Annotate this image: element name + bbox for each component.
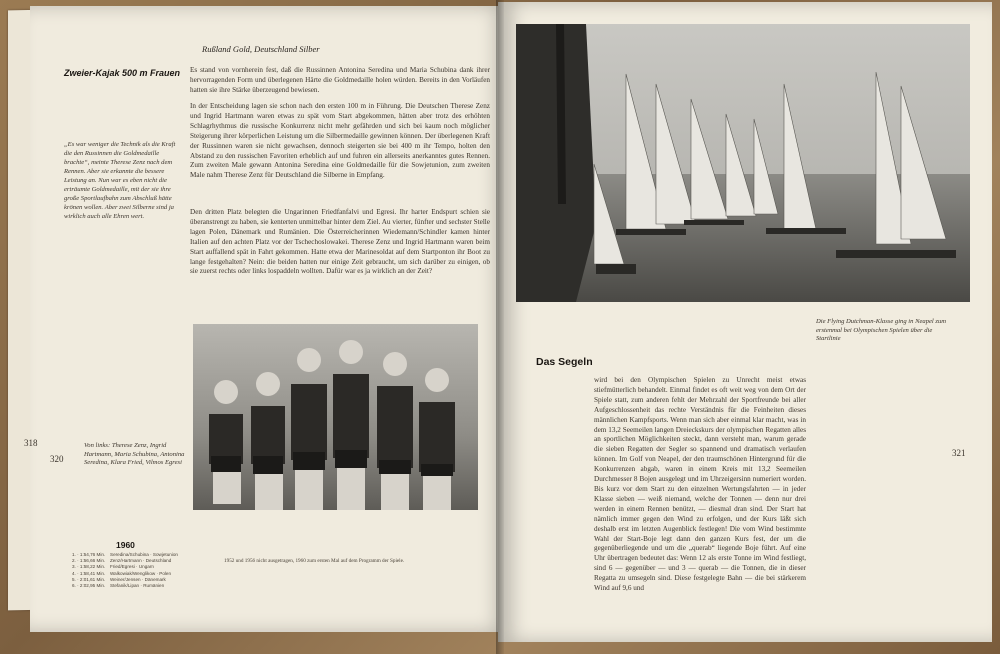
left-page	[24, 6, 508, 632]
photo-caption: Von links: Therese Zenz, Ingrid Hartmann, Maria Schubina, Antonina Seredina, Klara Fried, Vilmos Egresi	[84, 442, 185, 467]
results-row: 2. · 1:56,66 Min. Zenz/Hartmann · Deutschland	[72, 558, 172, 564]
results-row: 3. · 1:58,22 Min. Fried/Egresi · Ungarn	[72, 564, 154, 570]
page-number: 320	[50, 454, 64, 464]
results-row: 1. · 1:54,76 Min. Seredina/Schubina · Sowjetunion	[72, 552, 178, 557]
book-gutter	[496, 0, 504, 654]
results-table	[72, 552, 192, 589]
results-row: 4. · 1:58,41 Min. Walkowiak/Wenglikow · Polen	[72, 570, 172, 576]
section-paragraph: wird bei den Olympischen Spielen zu Unrecht meist etwas stiefmütterlich behandelt. Einmal findet es oft weit weg von dem Ort der Spiele statt, zum anderen fehlt der Mehrzahl der Sportfreunde bei aller Aufgeschlossenheit das rechte Verständnis für die Feinheiten dieses männlichen Kampfsports. Wenn man sich aber einmal klar macht, was in dem 13,2 Seemeilen langen Dreieckskurs der olympischen Regatten alles an sportlichen Möglichkeiten steckt, dann versteht man, warum gerade die sieben Regatten der Segler so spannend und dramatisch verlaufen können. Im Golf von Neapel, der den traumschönen Hintergrund für die Konkurrenzen abgab, waren in einem Kreis mit 13,2 Seemeilen Durchmesser 8 Bojen ausgelegt und im Uhrzeigersinn numeriert worden. Bis kurz vor dem Start zu den einzelnen Wertungsfahrten — in jeder Klasse sieben — weiß niemand, welche der Tonnen — denn nur drei werden in einem Rennen benützt, — diesmal dran sind. Der Start hat nämlich immer gegen den Wind zu erfolgen, und der Kurs läßt sich deshalb erst im letzten Augenblick festlegen! Die vom Wind bestimmte Wahl der Start-Boje legt dann den ganzen Kurs fest, der um die gegenüberliegende und um die „querab“ liegende Boje führt. Auf eine Uhr übertragen bedeutet das: Wenn 12 als erste Tonne im Wind festliegt, sind 6 — gegenüber — und 3 — querab — die Tonnen, die in dieser Regatta zu umsegeln sind. Diese festgelegte Bahn — die bei stärkerem Wind auf 9,6 und	[594, 376, 806, 593]
page-number-right: 321	[952, 448, 966, 458]
paragraph-3: Den dritten Platz belegten die Ungarinnen Friedfanfalvi und Egresi. Ihr harter Endspurt schien sie überanstrengt zu haben, sie kenterten unmittelbar hinter dem Ziel. Au vierter, fünfter und sechster Stelle lagen Polen, Dänemark und Rumänien. Die Österreicherinnen Wiedemann/Schindler kamen hinter Italien auf den achten Platz vor der Tschechoslowakei. Therese Zenz und Ingrid Hartmann waren beim Start auffallend spät in Fahrt gekommen. Hatte etwa der Marinesoldat auf dem Startponton ihr Boot zu lange festgehalten? Nein: die beiden hatten nur einige Zeit gebraucht, um sich darüber zu einigen, ob sie zuerst rechts oder links lospaddeln wollten. Dafür war es ja wirklich an der Zeit?	[190, 208, 490, 276]
paragraph-2: In der Entscheidung lagen sie schon nach den ersten 100 m in Führung. Die Deutschen Therese Zenz und Ingrid Hartmann waren etwas zu spät vom Start abgekommen, hätten aber trotz des erhöhten Schlagrhythmus die russische Konkurrenz nicht mehr gefährden und sich bei kaum noch möglicher Steigerung ihrer körperlichen Leistung um die Silbermedaille gewinnen können. Der überlegenen Kraft der Russinnen waren sie nicht gewachsen, dennoch steigerten sie bei 400 m ihr Tempo, holten den Abstand zu den russischen Favoriten erheblich auf und fuhren ein allerseits anerkanntes gutes Rennen. Zum zweiten Male gewann Antonina Seredina eine Goldmedaille für die Sowjetunion, zum zweiten Male nahm Therese Zenz für Deutschland die Silberne in Empfang.	[190, 102, 490, 180]
results-row: 6. · 2:02,95 Min. Stefanik/Lipan · Rumänien	[72, 583, 165, 589]
sailing-photo	[516, 24, 970, 302]
right-page	[498, 2, 992, 642]
results-year: 1960	[116, 540, 135, 550]
footnote: 1952 und 1956 nicht ausgetragen, 1960 zum ersten Mal auf dem Programm der Spiele.	[224, 558, 405, 564]
results-row: 5. · 2:01,61 Min. Weiner/Jensen · Dänemark	[72, 576, 166, 582]
paragraph-1: Es stand von vornherein fest, daß die Russinnen Antonina Seredina und Maria Schubina dank ihrer hervorragenden Form und überlegenen Härte die Goldmedaille holen würden. Bereits in den Vorläufen hatten sie ihre Stärke überzeugend bewiesen.	[190, 66, 490, 94]
medal-line: Rußland Gold, Deutschland Silber	[202, 44, 320, 54]
sailing-caption: Die Flying Dutchman-Klasse ging in Neapel zum erstenmal bei Olympischen Spielen über die Startlinie	[816, 318, 947, 343]
event-title: Zweier-Kajak 500 m Frauen	[64, 68, 181, 78]
margin-quote: „Es war weniger die Technik als die Kraft die den Russinnen die Goldmedaille brachte“, meinte Therese Zenz nach dem Rennen. Aber sie erkannte die bessere Leistung an. Nun war es eben nicht die erträumte Goldmedaille, mit der sie ihre große Sportlaufbahn zum Abschluß hätte krönen wollen. Aber zwei Silberne sind ja wirklich auch alle Ehren wert.	[64, 141, 176, 220]
page-number-outer: 318	[24, 438, 38, 448]
kayak-team-photo	[193, 324, 478, 510]
section-title: Das Segeln	[536, 356, 593, 368]
